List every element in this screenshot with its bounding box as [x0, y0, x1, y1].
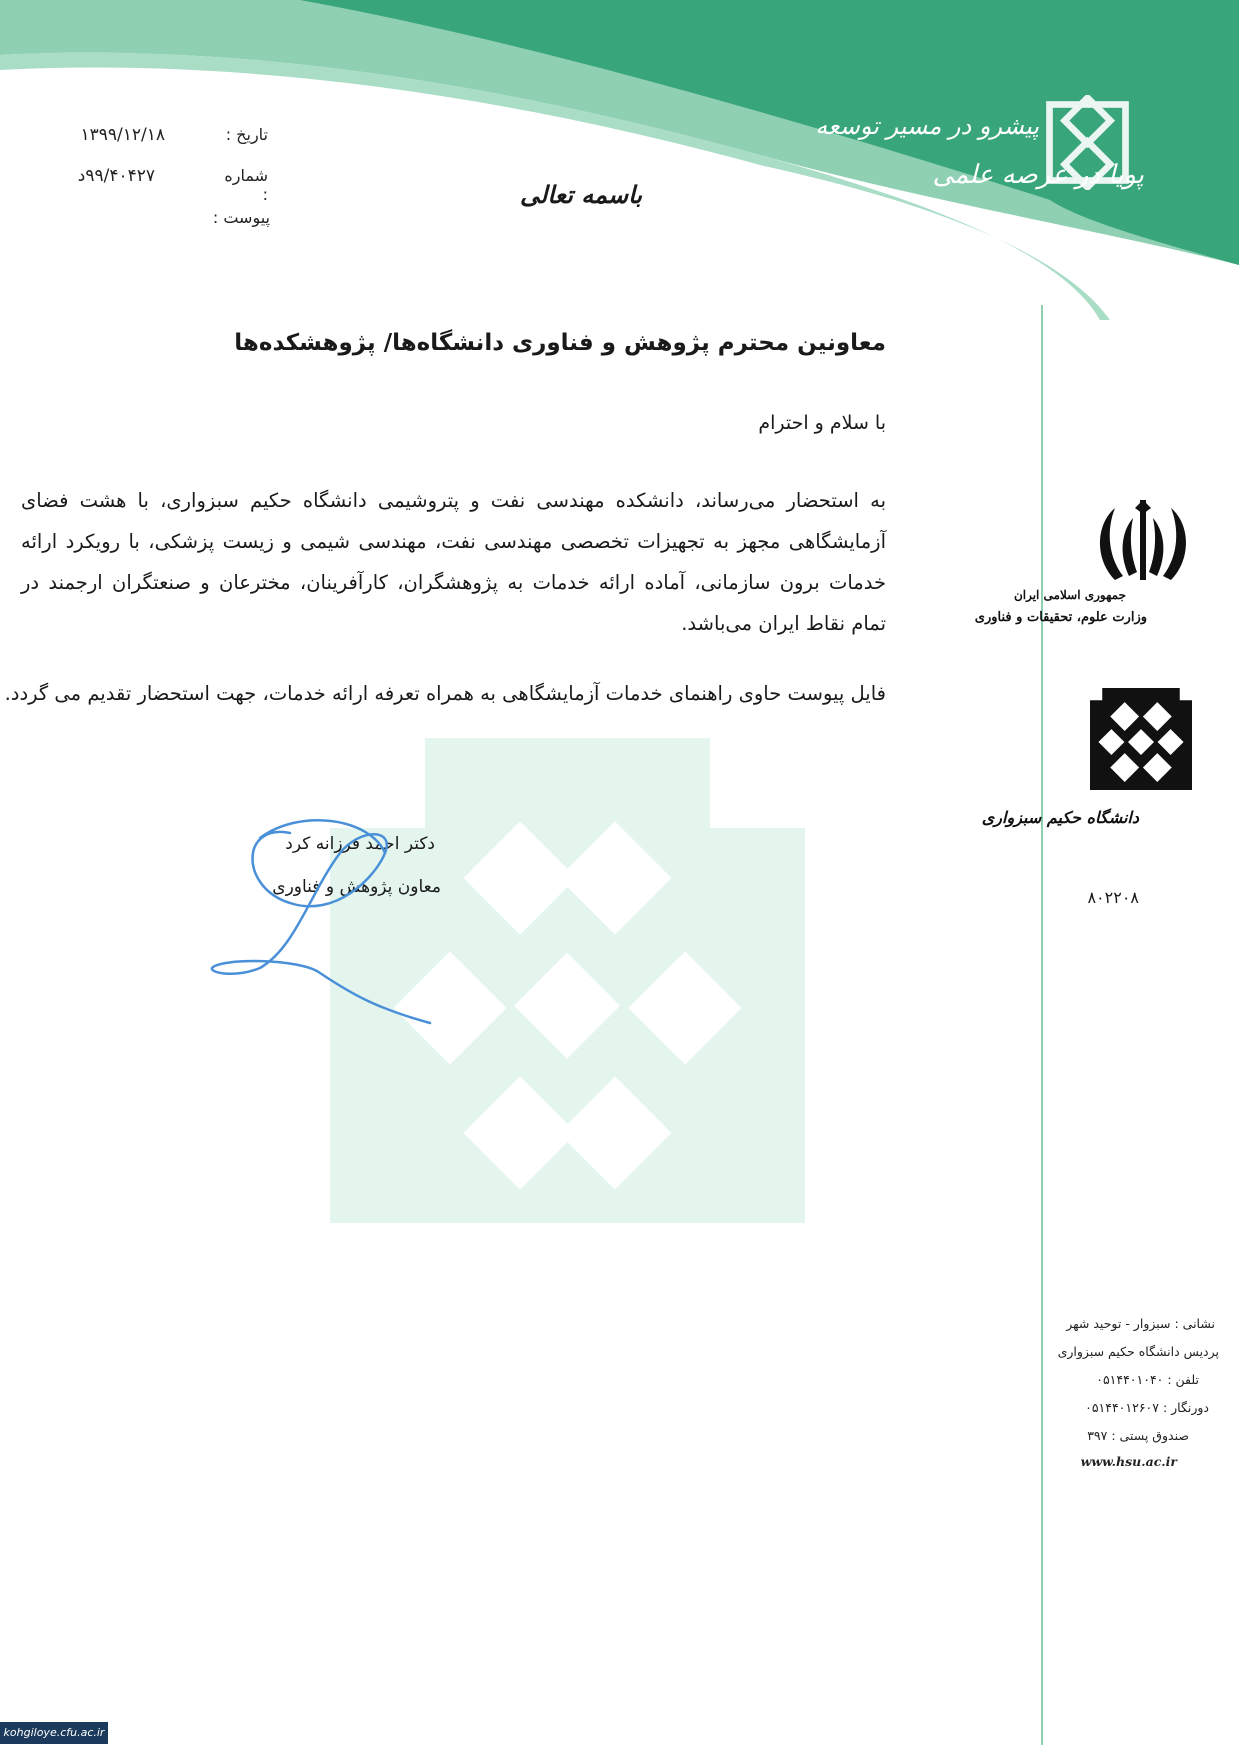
- attachment-label: پیوست :: [212, 208, 270, 227]
- attachment-paragraph: فایل پیوست حاوی راهنمای خدمات آزمایشگاهی به همراه تعرفه ارائه خدمات، جهت استحضار تقدیم می گردد.: [4, 682, 886, 705]
- contact-address-line-2: پردیس دانشگاه حکیم سبزواری: [1057, 1344, 1219, 1359]
- date-label: تاریخ :: [225, 125, 268, 144]
- reference-code: ۸۰۲۲۰۸: [1087, 888, 1139, 907]
- website-link[interactable]: www.hsu.ac.ir: [1080, 1454, 1177, 1469]
- signatory-name: دکتر احمد فرزانه کرد: [285, 834, 435, 854]
- iran-emblem-icon: [1093, 500, 1193, 585]
- contact-phone: تلفن : ۰۵۱۴۴۰۱۰۴۰: [1096, 1372, 1199, 1387]
- emblem-text-line-1: جمهوری اسلامی ایران: [1013, 588, 1126, 602]
- number-value: ۹۹/۴۰۴۲۷د: [77, 166, 155, 186]
- university-logo-icon: [1090, 688, 1192, 790]
- body-paragraph: به استحضار می‌رساند، دانشکده مهندسی نفت و پتروشیمی دانشگاه حکیم سبزواری، با هشت فضای آزمایشگاهی مجهز به تجهیزات تخصصی مهندسی نفت، مهندسی شیمی و زیست پزشکی، با رویکرد ارائه خدمات برون سازمانی، آماده ارائه خدمات به پژوهشگران، کارآفرینان، مخترعان و صنعتگران ارجمند در تمام نقاط ایران می‌باشد.: [21, 489, 886, 635]
- emblem-text-line-2: وزارت علوم، تحقیقات و فناوری: [974, 610, 1147, 625]
- date-value: ۱۳۹۹/۱۲/۱۸: [80, 125, 165, 145]
- contact-po-box: صندوق پستی : ۳۹۷: [1087, 1428, 1189, 1443]
- greeting-line: با سلام و احترام: [758, 412, 886, 434]
- handwritten-signature: [200, 808, 460, 1033]
- slogan-line-2: پویا در عرصه علمی: [932, 160, 1144, 190]
- university-name: دانشگاه حکیم سبزواری: [981, 808, 1139, 827]
- contact-address-line-1: نشانی : سبزوار - توحید شهر: [1066, 1316, 1215, 1331]
- bismillah-heading: باسمه تعالی: [520, 180, 643, 209]
- signatory-title: معاون پژوهش و فناوری: [272, 877, 441, 897]
- contact-fax: دورنگار : ۰۵۱۴۴۰۱۲۶۰۷: [1085, 1400, 1209, 1415]
- side-divider: [1041, 305, 1043, 1745]
- slogan-line-1: پیشرو در مسیر توسعه: [815, 112, 1039, 140]
- site-badge[interactable]: kohgiloye.cfu.ac.ir: [0, 1722, 108, 1744]
- number-label: شماره :: [224, 166, 268, 204]
- salutation-line: معاونین محترم پژوهش و فناوری دانشگاه‌ها/ پژوهشکده‌ها: [234, 330, 886, 356]
